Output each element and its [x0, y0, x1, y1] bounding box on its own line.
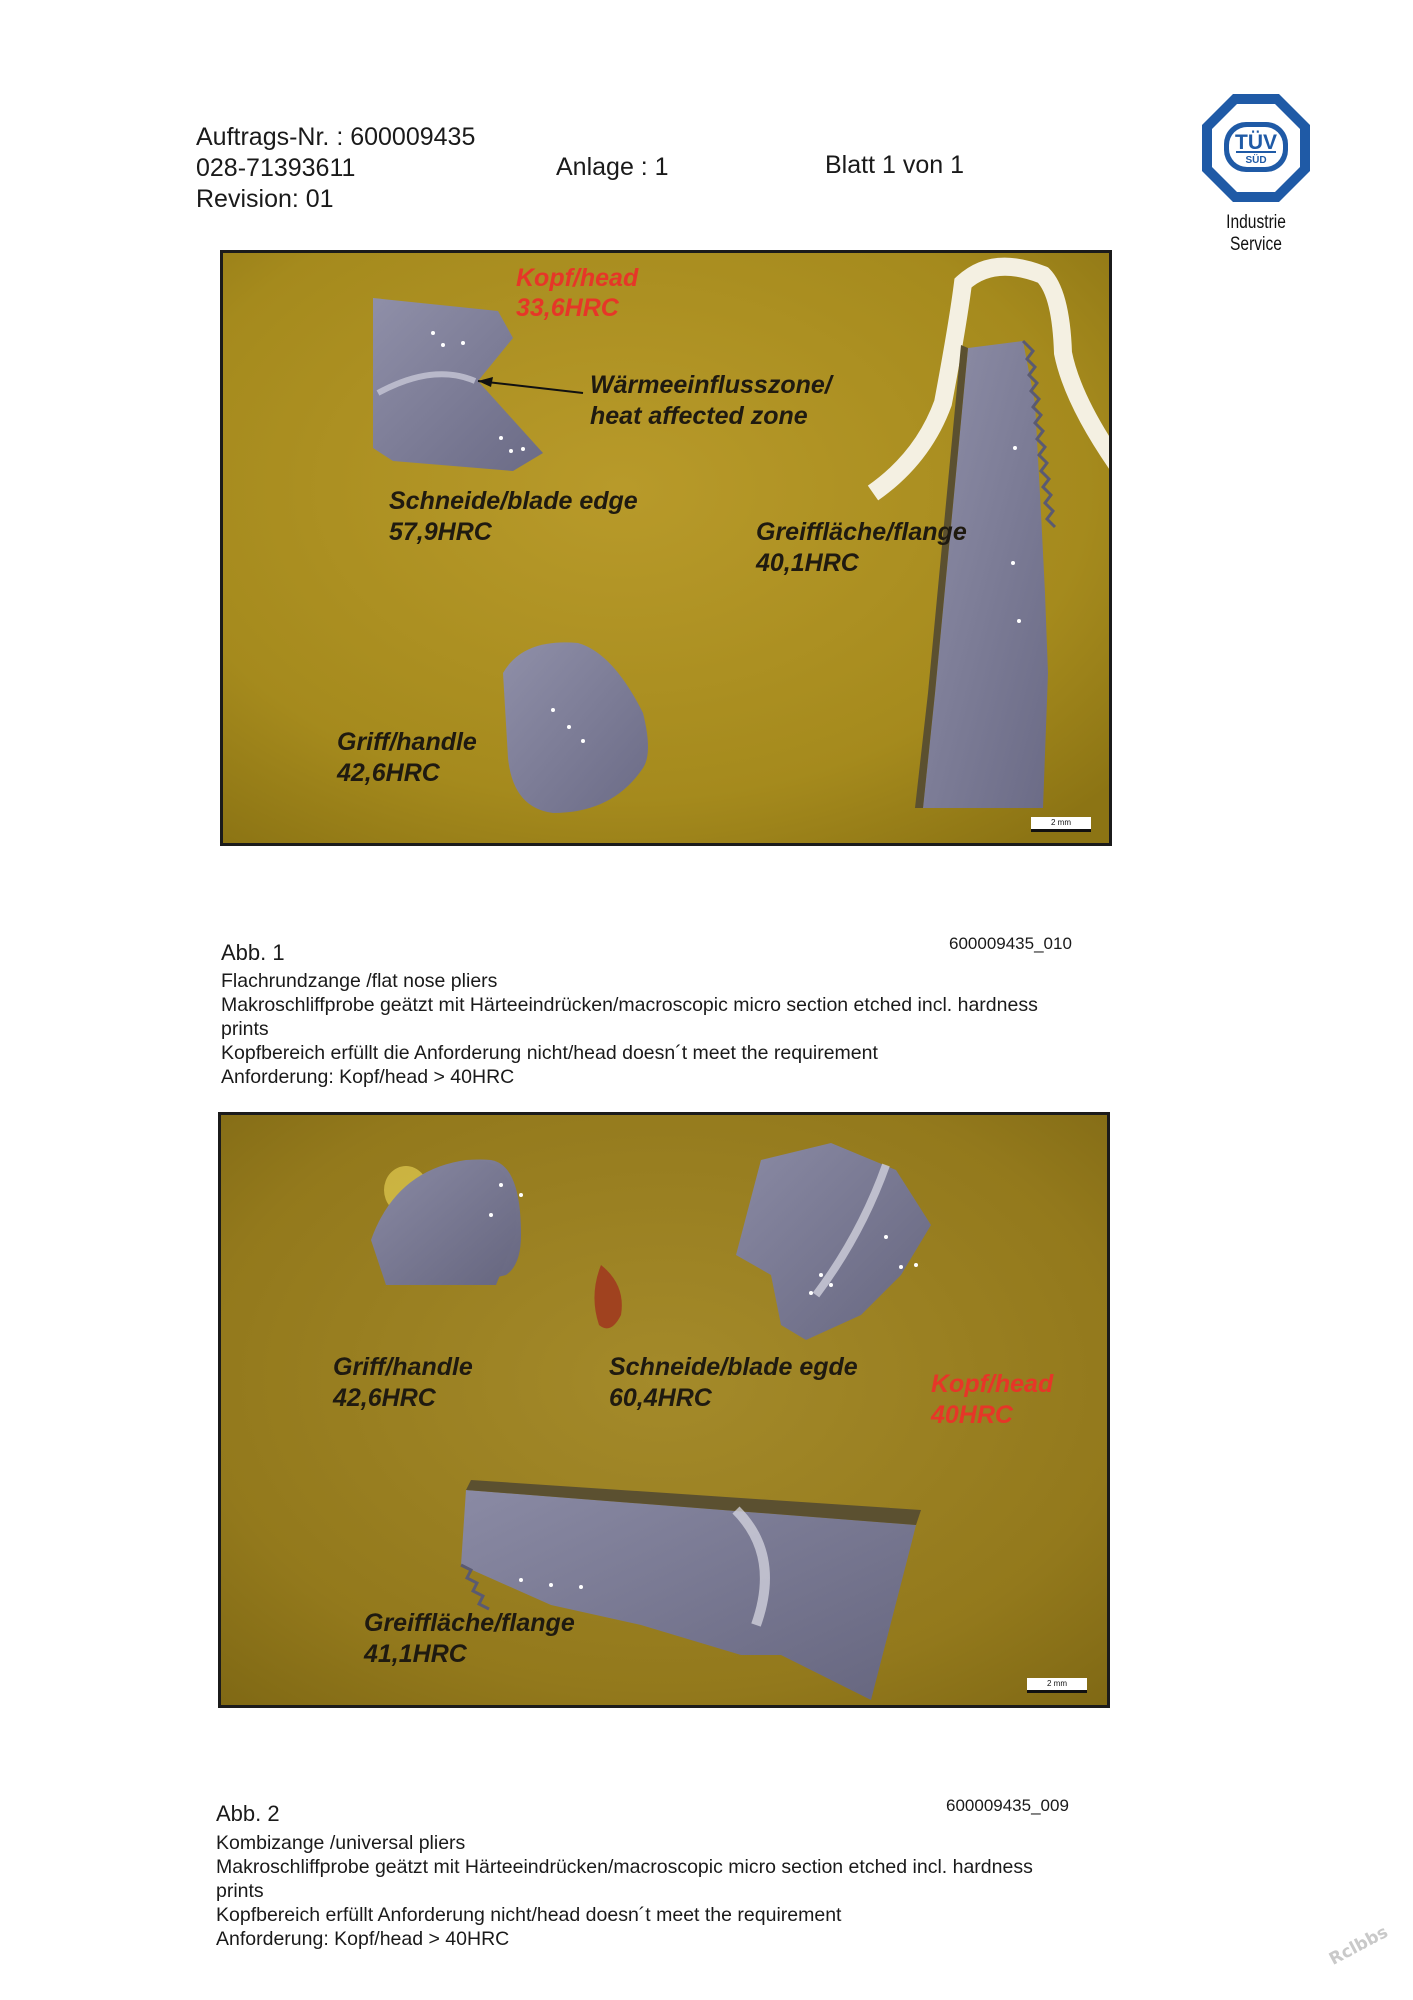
- fig1-haz-label-en: heat affected zone: [590, 402, 808, 430]
- reference-number: 028-71393611: [196, 154, 356, 182]
- fig1-head-label: Kopf/head: [516, 264, 639, 292]
- fig2-blade-value: 60,4HRC: [609, 1384, 712, 1412]
- fig2-caption-line: prints: [216, 1880, 264, 1902]
- fig2-head-value: 40HRC: [931, 1401, 1013, 1429]
- fig2-caption-line: Kombizange /universal pliers: [216, 1832, 466, 1854]
- fig1-caption-line: Flachrundzange /flat nose pliers: [221, 970, 498, 992]
- figure-1-photo: [220, 250, 1112, 846]
- fig1-head-value: 33,6HRC: [516, 294, 619, 322]
- fig2-head-label: Kopf/head: [931, 1370, 1054, 1398]
- fig2-image-id: 600009435_009: [946, 1796, 1069, 1815]
- fig2-caption-body: [216, 1831, 1116, 1951]
- fig1-caption-title: Abb. 1: [221, 940, 285, 965]
- fig1-caption-line: Anforderung: Kopf/head > 40HRC: [221, 1066, 515, 1088]
- fig2-handle-label: Griff/handle: [333, 1353, 473, 1381]
- fig1-caption-body: [221, 969, 1121, 1089]
- fig2-handle-value: 42,6HRC: [333, 1384, 436, 1412]
- revision: Revision: 01: [196, 185, 334, 213]
- fig2-flange-label: Greiffläche/flange: [364, 1609, 575, 1637]
- fig2-scale-bar: 2 mm: [1027, 1678, 1087, 1693]
- fig1-haz-label: Wärmeeinflusszone/: [590, 371, 832, 399]
- fig1-caption-line: Kopfbereich erfüllt die Anforderung nicht/head doesn´t meet the requirement: [221, 1042, 878, 1064]
- fig2-blade-label: Schneide/blade egde: [609, 1353, 858, 1381]
- fig1-blade-value: 57,9HRC: [389, 518, 492, 546]
- fig1-flange-value: 40,1HRC: [756, 549, 859, 577]
- sheet-number: Blatt 1 von 1: [825, 151, 964, 179]
- fig1-caption-line: Makroschliffprobe geätzt mit Härteeindrücken/macroscopic micro section etched incl. hardness: [221, 994, 1038, 1016]
- figure-2-photo: [218, 1112, 1110, 1708]
- order-number: Auftrags-Nr. : 600009435: [196, 123, 476, 151]
- logo-subtext: SÜD: [1245, 155, 1267, 166]
- logo-caption: Industrie Service: [1226, 212, 1286, 255]
- logo-text: TÜV: [1235, 131, 1277, 154]
- tuv-sud-logo: [1200, 92, 1312, 204]
- fig1-handle-label: Griff/handle: [337, 728, 477, 756]
- fig1-caption-line: prints: [221, 1018, 269, 1040]
- fig1-blade-label: Schneide/blade edge: [389, 487, 638, 515]
- fig1-handle-value: 42,6HRC: [337, 759, 440, 787]
- fig2-caption-line: Kopfbereich erfüllt Anforderung nicht/head doesn´t meet the requirement: [216, 1904, 842, 1926]
- fig1-image-id: 600009435_010: [949, 934, 1072, 953]
- attachment: Anlage : 1: [556, 153, 669, 181]
- fig2-flange-value: 41,1HRC: [364, 1640, 467, 1668]
- fig2-caption-line: Makroschliffprobe geätzt mit Härteeindrücken/macroscopic micro section etched incl. hardness: [216, 1856, 1033, 1878]
- fig1-flange-label: Greiffläche/flange: [756, 518, 967, 546]
- fig1-scale-bar: 2 mm: [1031, 817, 1091, 832]
- fig2-caption-title: Abb. 2: [216, 1801, 280, 1826]
- watermark: Rclbbs: [1326, 1922, 1392, 1970]
- fig2-caption-line: Anforderung: Kopf/head > 40HRC: [216, 1928, 510, 1950]
